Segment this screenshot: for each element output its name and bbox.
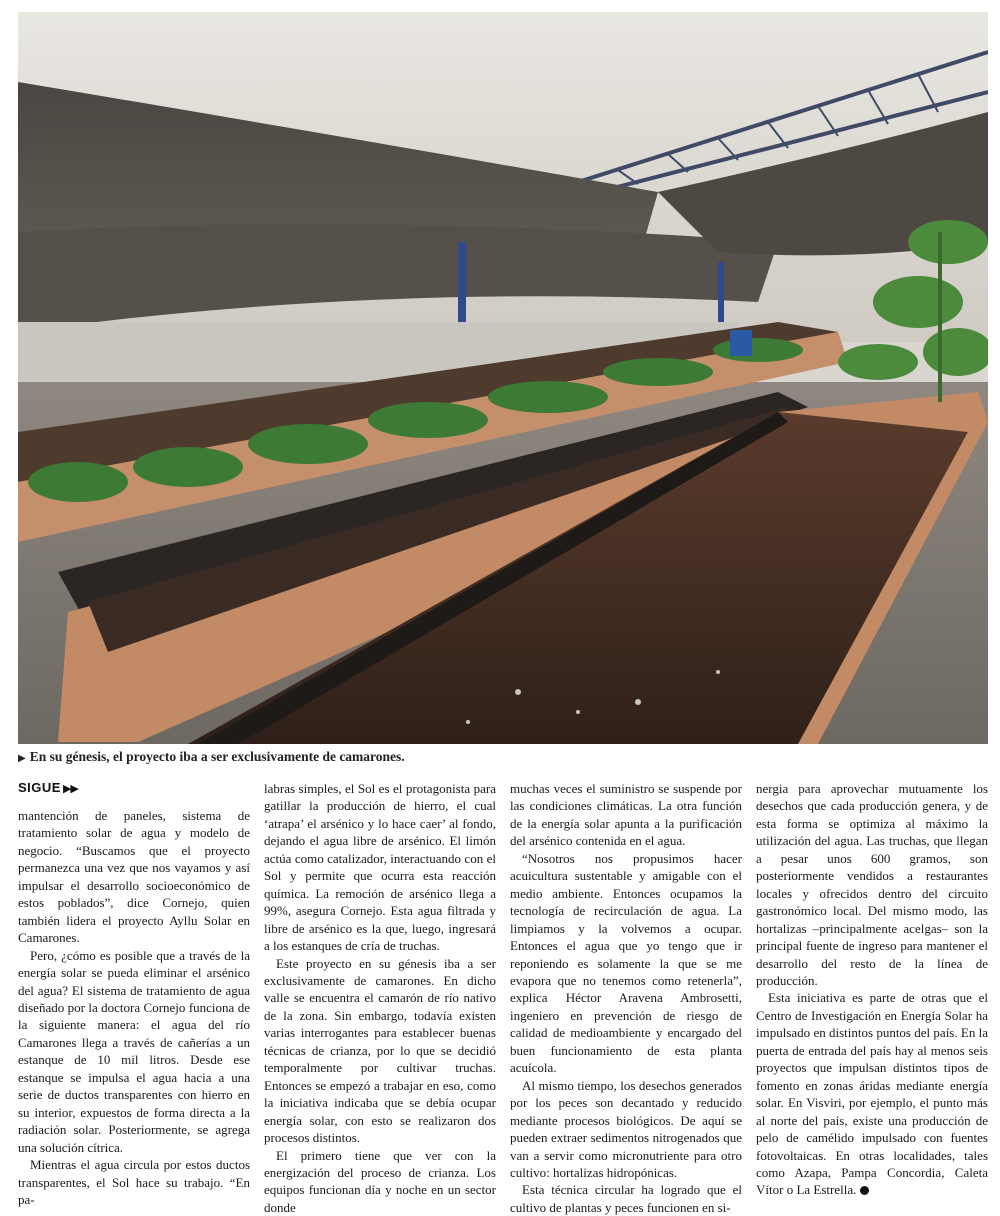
paragraph: nergia para aprovechar mutuamente los desechos que cada producción genera, y de esta forma se optimiza al máximo la utilización del agua. Las truchas, que llegan a pesar unos 600 gramos, son posteriormente vendidos a restaurantes locales y ofrecidos dentro del circuito gastronómico local. Del mismo modo, las hortalizas –principalmente acelgas– son la principal fuente de ingreso para mantener el desarrollo del resto de la línea de producción. [756, 781, 988, 988]
article-column-2 [264, 780, 496, 1216]
photo-caption [18, 748, 988, 768]
article-column-3 [510, 780, 742, 1216]
greenhouse-photo [18, 12, 988, 744]
greenhouse-illustration [18, 12, 988, 744]
caption-text: En su génesis, el proyecto iba a ser exclusivamente de camarones. [29, 749, 405, 764]
continued-label [18, 780, 78, 795]
caption-arrow-icon: ▶ [18, 753, 26, 764]
continued-label-text: SIGUE [18, 780, 61, 795]
paragraph [756, 989, 988, 1198]
paragraph: Mientras el agua circula por estos ductos transparentes, el Sol hace su trabajo. “En pa- [18, 1157, 250, 1207]
article-column-1 [18, 807, 250, 1208]
end-mark-icon [860, 1186, 869, 1195]
paragraph: mantención de paneles, sistema de tratamiento solar de agua y modelo de negocio. “Buscamos que el proyecto permanezca una vez que nos vayamos y así impulsar el desarrollo socioeconómico de estos poblados”, dice Cornejo, quien también lidera el proyecto Ayllu Solar en Camarones. [18, 808, 250, 946]
paragraph: “Nosotros nos propusimos hacer acuicultura sustentable y amigable con el medio ambiente. Entonces ocupamos la tecnología de recirculación de agua. La limpiamos y la volvemos a ocupar. Entonces el agua que yo tengo que ir reponiendo es solamente la que se me evapora que no tenemos como retenerla”, explica Héctor Aravena Ambrosetti, ingeniero en prevención de riesgo de calidad de medioambiente y encargado del buen funcionamiento de esta planta acuícola. [510, 850, 742, 1076]
paragraph: Esta técnica circular ha logrado que el cultivo de plantas y peces funcionen en si- [510, 1182, 742, 1215]
paragraph: Al mismo tiempo, los desechos generados por los peces son decantado y reducido mediante procesos biológicos. De aquí se pueden extraer sedimentos nitrogenados que van a servir como micronutriente para otro cultivo: hortalizas hidropónicas. [510, 1077, 742, 1180]
paragraph: Pero, ¿cómo es posible que a través de la energía solar se pueda eliminar el arsénico del agua? El sistema de tratamiento de agua diseñado por la doctora Cornejo funciona de la siguiente manera: el agua del río Camarones llega a través de cañerías a un estanque de 10 mil litros. Desde ese estanque se impulsa el agua hacia a una serie de ductos transparentes con hierro en su interior, expuestos de forma directa a la radiación solar. Posteriormente, se agrega una solución cítrica. [18, 947, 250, 1155]
paragraph: labras simples, el Sol es el protagonista para gatillar la producción de hierro, el cual ‘atrapa’ el arsénico y lo hace caer’ al fondo, dejando el agua libre de arsénico. El limón actúa como catalizador, interactuando con el Sol y permite que ocurra esta reacción química. La remoción de arsénico llega a 99%, asegura Cornejo. Esta agua filtrada y libre de arsénico es la que, luego, ingresará a los estanques de cría de truchas. [264, 781, 496, 954]
paragraph: Este proyecto en su génesis iba a ser exclusivamente de camarones. En dicho valle se encuentra el camarón de río nativo de la zona. Sin embargo, todavía existen varias interrogantes para establecer buenas técnicas de crianza, por lo que se decidió temporalmente por cultivar truchas. Entonces se empezó a trabajar en eso, como la iniciativa indicaba que se debía ocupar energía solar, con esto se realizaron dos procesos distintos. [264, 955, 496, 1146]
article-column-4 [756, 780, 988, 1199]
paragraph: muchas veces el suministro se suspende por las condiciones climáticas. La otra función de la energía solar apunta a la purificación del arsénico contenida en el agua. [510, 781, 742, 849]
double-arrow-right-icon: ▶▶ [62, 783, 78, 795]
paragraph: El primero tiene que ver con la energización del proceso de crianza. Los equipos funcionan día y noche en un sector donde [264, 1147, 496, 1215]
final-paragraph-text: Esta iniciativa es parte de otras que el Centro de Investigación en Energía Solar ha impulsado en distintos puntos del país. En la puerta de entrada del país hay al menos seis proyectos que impulsan distintos tipos de fomento en zonas áridas mediante energía solar. En Visviri, por ejemplo, el punto más al norte del país, existe una producción de pelo de camélido impulsado con fuentes fotovoltaicas. En otras localidades, tales como Azapa, Pampa Concordia, Caleta Vítor o La Estrella. [756, 990, 988, 1198]
